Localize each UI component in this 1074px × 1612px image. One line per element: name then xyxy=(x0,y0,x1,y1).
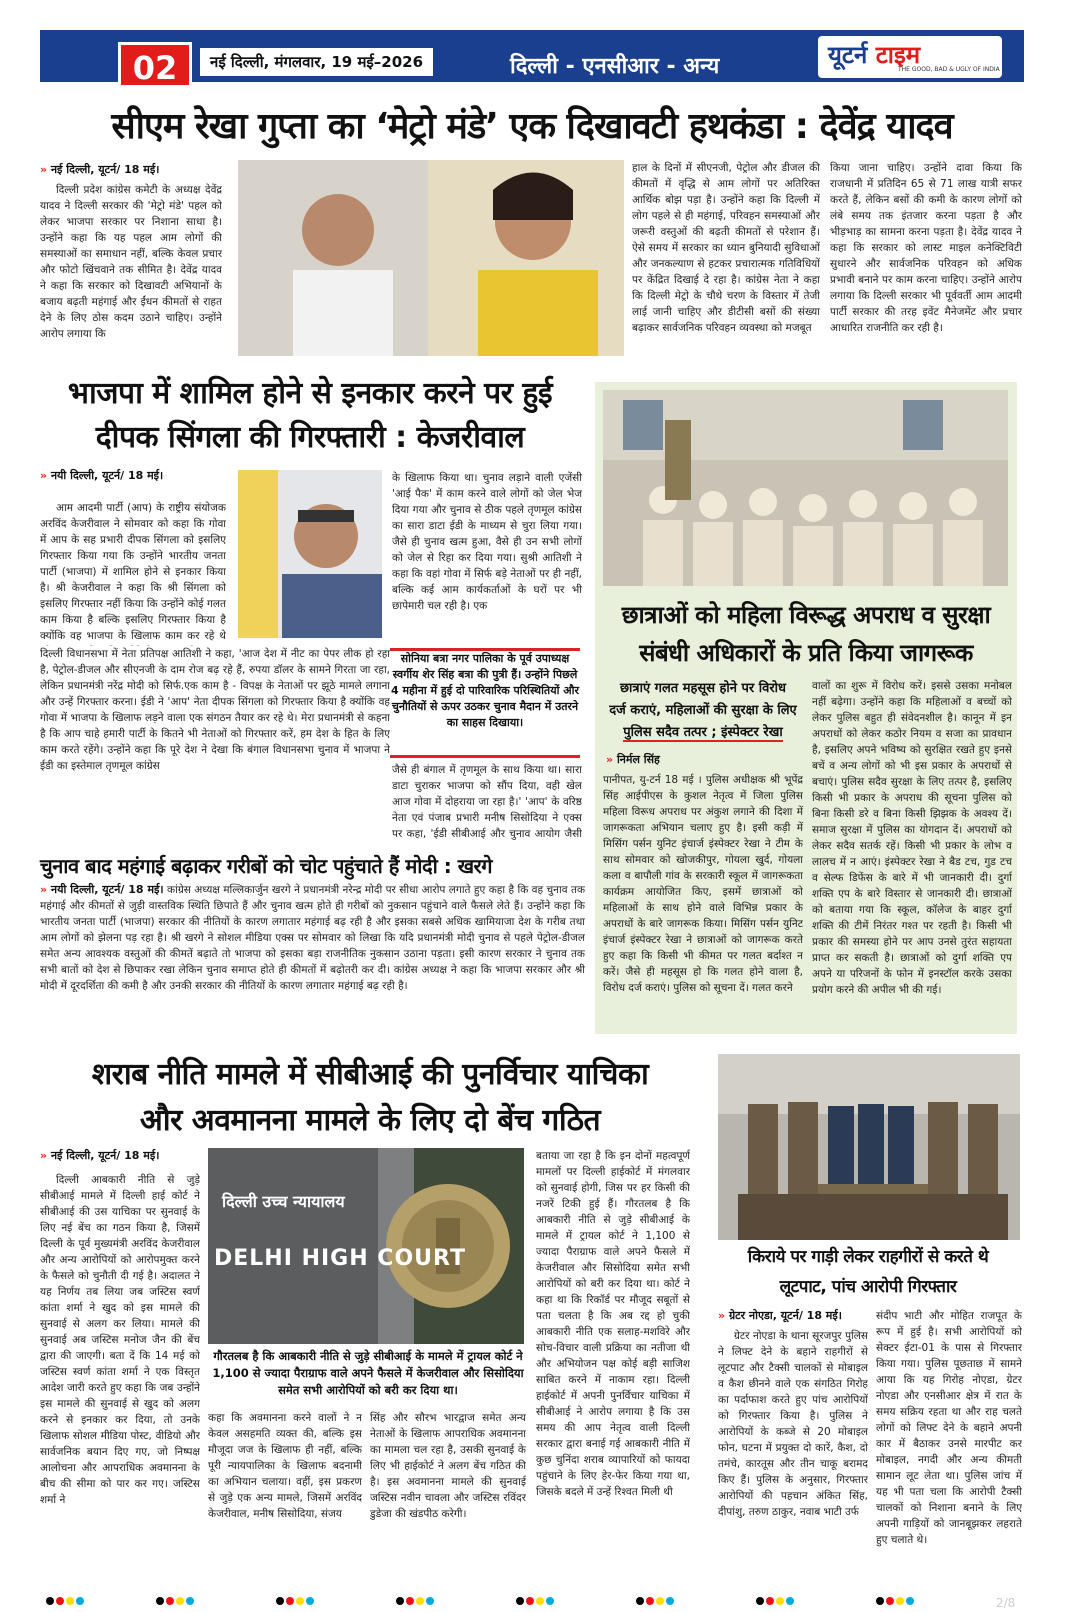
story1-photo xyxy=(238,160,624,356)
story6-photo xyxy=(718,1054,1020,1240)
story5-photo-caption: गौरतलब है कि आबकारी नीति से जुड़े सीबीआई के मामले में ट्रायल कोर्ट ने 1,100 से ज्यादा पैराग्राफ वाले अपने फैसले में केजरीवाल और सिसोदिया समेत सभी आरोपियों को बरी कर दिया था। xyxy=(208,1348,528,1404)
story4-sub-line2: दर्ज कराएं, महिलाओं की सुरक्षा के लिए xyxy=(609,703,797,718)
story5-headline-line1: शराब नीति मामले में सीबीआई की पुनर्विचार याचिका xyxy=(91,1057,649,1092)
story2-col1b: दिल्ली विधानसभा में नेता प्रतिपक्ष आतिशी ने कहा, 'आज देश में नीट का पेपर लीक हो रहा है, पेट्रोल-डीजल और सीएनजी के दाम रोज बढ़ रहे हैं, रुपया डॉलर के सामने गिरता जा रहा, लेकिन प्रधानमंत्री नरेंद्र मोदी को सिर्फ.एक काम है - विपक्ष के नेताओं पर झूठे मामले लगाना और उन्हें गिरफ्तार करना। ईडी ने 'आप' नेता दीपक सिंगला को गिरफ्तार किया है क्योंकि वह गोवा में भाजपा के खिलाफ लड़ने वाला एक संगठन तैयार कर रहे थे। मेरा प्रधानमंत्री से कहना है कि आप चाहे हमारी पार्टी के कितने भी नेताओं को गिरफ्तार करें, हम देश के हित के लिए काम करते रहेंगे। उन्होंने कहा कि पूरे देश ने देखा कि बंगाल विधानसभा चुनाव में भाजपा ने ईडी का इस्तेमाल तृणमूल कांग्रेस xyxy=(40,648,390,772)
story2-insert-box: सोनिया बत्रा नगर पालिका के पूर्व उपाध्यक्ष स्वर्गीय शेर सिंह बत्रा की पुत्री हैं। उन्होंने पिछले 4 महीना में हुई दो पारिवारिक परिस्थितियों और चुनौतियों से ऊपर उठकर चुनाव मैदान में उतरने का साहस दिखाया। xyxy=(390,648,580,758)
story6-dateline: » ग्रेटर नोएडा, यूटर्न/ 18 मई। xyxy=(718,1308,842,1323)
color-registration-marks xyxy=(40,1594,1024,1608)
story6-col2: संदीप भाटी और मोहित राजपूत के रूप में हुई है। सभी आरोपियों को सेक्टर ईटा-01 के पास से गिरफ्तार किया गया। पुलिस पूछताछ में सामने आया कि यह गिरोह नोएडा, ग्रेटर नोएडा और एनसीआर क्षेत्र में रात के समय सक्रिय रहता था और राह चलते लोगों को लिफ्ट देने के बहाने अपनी कार में बैठाकर उनसे मारपीट कर मोबाइल, नगदी और अन्य कीमती सामान लूट लेता था। पुलिस जांच में यह भी पता चला कि आरोपी टैक्सी चालकों को निशाना बनाने के लिए अपनी गाड़ियों को जानबूझकर लहराते हुए चलाते थे। xyxy=(876,1310,1022,1546)
story2-headline-line1: भाजपा में शामिल होने से इनकार करने पर हुई xyxy=(67,376,553,411)
story4-headline-line2: संबंधी अधिकारों के प्रति किया जागरूक xyxy=(639,639,973,667)
logo-tagline: THE GOOD, BAD & UGLY OF INDIA xyxy=(898,66,1000,73)
logo-part1: यूटर्न xyxy=(828,41,868,69)
story2-photo xyxy=(238,470,382,638)
story4-col2: वालों का शुरू में विरोध करें। इससे उसका मनोबल नहीं बढ़ेगा। उन्होंने कहा कि महिलाओं व बच्चों को लेकर पुलिस बहुत ही संवेदनशील है। कानून में इन अपराधों को लेकर कठोर नियम व सजा का प्रावधान है, इसलिए अपने भविष्य को सुरक्षित रखते हुए इनसे बचें व अन्य लोगों को भी इस प्रकार के अपराधों से बचाएं। पुलिस सदैव सुरक्षा के लिए तत्पर है, इसलिए किसी भी प्रकार के अपराध की सूचना पुलिस को बिना किसी डरे व बिना किसी झिझक के अवश्य दें। समाज सुरक्षा में पुलिस का योगदान दें। अपराधों को लेकर सदैव सतर्क रहें। किसी भी प्रकार के लोभ व लालच में न आएं। इंस्पेक्टर रेखा ने बैड टच, गुड टच व सेल्फ डिफेंस के बारे में भी जानकारी दी। दुर्गा शक्ति एप के बारे विस्तार से जानकारी दी। छात्राओं को बताया गया कि स्कूल, कॉलेज के बाहर दुर्गा शक्ति की टीमें निरंतर गश्त पर रहती है। किसी भी प्रकार की समस्या होने पर आप उनसे तुरंत सहायता प्राप्त कर सकती है। छात्राओं को दुर्गा शक्ति एप अपने या परिजनों के फोन में इनस्टॉल करके उसका प्रयोग करने की अपील भी की गई। xyxy=(812,680,1012,996)
story5-col2: कहा कि अवमानना करने वालों ने न केवल असहमति व्यक्त की, बल्कि इस मौजूदा जज के खिलाफ ही नहीं, बल्कि पूरी न्यायपालिका के खिलाफ बदनामी का अभियान चलाया। वहीं, इस प्रकरण से जुड़े एक अन्य मामले, जिसमें अरविंद केजरीवाल, मनीष सिसोदिया, संजय xyxy=(208,1412,362,1520)
page-number: 02 xyxy=(118,42,192,88)
story6-headline-line2: लूटपाट, पांच आरोपी गिरफ्तार xyxy=(779,1277,957,1297)
story3-body xyxy=(40,882,585,1024)
page-reference: 2/8 xyxy=(996,1596,1016,1610)
story4-headline xyxy=(600,596,1012,672)
story4-subheadline xyxy=(603,678,803,744)
story5-dateline: » नई दिल्ली, यूटर्न/ 18 मई। xyxy=(40,1148,159,1163)
story1-headline: सीएम रेखा गुप्ता का ‘मेट्रो मंडे’ एक दिखावटी हथकंडा : देवेंद्र यादव xyxy=(111,106,953,147)
story1-col2: हाल के दिनों में सीएनजी, पेट्रोल और डीजल की कीमतों में वृद्धि से आम लोगों पर अतिरिक्त आर्थिक बोझ पड़ा है। उन्होंने कहा कि दिल्ली में लोग पहले से ही महंगाई, परिवहन समस्याओं और जरूरी वस्तुओं की बढ़ती कीमतों से परेशान हैं। ऐसे समय में सरकार का ध्यान बुनियादी सुविधाओं और जनकल्याण से हटकर प्रचारात्मक गतिविधियों पर केंद्रित दिखाई दे रहा है। कांग्रेस नेता ने कहा कि दिल्ली मेट्रो के चौथे चरण के विस्तार में तेजी लाई जानी चाहिए और डीटीसी बसों की संख्या बढ़ाकर सार्वजनिक परिवहन व्यवस्था को मजबूत xyxy=(632,162,820,334)
story4-col1: पानीपत, यु-टर्न 18 मई । पुलिस अधीक्षक श्री भूपेंद्र सिंह आईपीएस के कुशल नेतृत्व में जिला पुलिस महिला विरूध अपराध पर अंकुश लगाने की दिशा में जागरूकता अभियान चलाए हुए है। इसी कड़ी में मिसिंग पर्सन युनिट इंचार्ज इंस्पेक्टर रेखा ने टीम के साथ सोमवार को खोजकीपुर, गोयला खुर्द, गोयला कला व बापौली गांव के सरकारी स्कूल में जागरूकता कार्यक्रम आयोजित किए, इसमें छात्राओं को महिलाओं के साथ होने वाले विभिन्न प्रकार के अपराधों के बारे जागरूक किया। मिसिंग पर्सन युनिट इंचार्ज इंस्पेक्टर रेखा ने छात्राओं को जागरूक करते हुए कहा कि किसी भी कीमत पर गलत बर्दाश्त न करें। जैसे ही महसूस हो कि गलत होने वाला है, विरोध दर्ज कराएं। पुलिस को सूचना दें। गलत करने xyxy=(603,774,803,994)
story2-headline-line2: दीपक सिंगला की गिरफ्तारी : केजरीवाल xyxy=(95,420,525,455)
story4-headline-line1: छात्राओं को महिला विरूद्ध अपराध व सुरक्षा xyxy=(621,601,991,629)
story5-col3: सिंह और सौरभ भारद्वाज समेत अन्य नेताओं के खिलाफ आपराधिक अवमानना का मामला चल रहा है, उसकी सुनवाई के लिए भी हाईकोर्ट ने अलग बेंच गठित की है। इस अवमानना मामले की सुनवाई जस्टिस नवीन चावला और जस्टिस रविंदर डुडेजा की खंडपीठ करेगी। xyxy=(370,1412,526,1520)
section-title: दिल्ली - एनसीआर - अन्य xyxy=(510,54,720,79)
story3-text: कांग्रेस अध्यक्ष मल्लिकार्जुन खरगे ने प्रधानमंत्री नरेन्द्र मोदी पर सीधा आरोप लगाते हुए कहा है कि वह चुनाव तक महंगाई और कीमतों से जुड़ी वास्तविक स्थिति छिपाते हैं और चुनाव खत्म होते ही गरीबों को नुकसान पहुंचाने वाले फैसले लेते हैं। उन्होंने कहा कि भारतीय जनता पार्टी (भाजपा) सरकार की नीतियों के कारण लगातार महंगाई बढ़ रही है और इसका सबसे अधिक खामियाजा देश के गरीब तथा आम लोगों को झेलना पड़ रहा है। श्री खरगे ने सोशल मीडिया एक्स पर सोमवार को लिखा कि यदि प्रधानमंत्री मोदी चुनाव से पहले पेट्रोल-डीजल समेत अन्य आवश्यक वस्तुओं की कीमतें बढ़ाते तो भाजपा को इसका बड़ा राजनीतिक नुकसान उठाना पड़ता। इसी कारण सरकार ने चुनाव तक सभी बातों को देश से छिपाकर रखा लेकिन चुनाव समाप्त होते ही कीमतों में बढ़ोतरी कर दी। कांग्रेस अध्यक्ष ने कहा कि भाजपा सरकार और श्री मोदी में दूरदर्शिता की कमी है और उनकी सरकार की नीतियों के कारण लगातार महंगाई बढ़ रही है। xyxy=(40,884,585,992)
story2-col2: के खिलाफ किया था। चुनाव लड़ाने वाली एजेंसी 'आई पैक' में काम करने वाले लोगों को जेल भेज दिया गया और चुनाव से ठीक पहले तृणमूल कांग्रेस का सारा डाटा ईडी के माध्यम से चुरा लिया गया। जैसे ही चुनाव खत्म हुआ, वैसे ही उन सभी लोगों को जेल से रिहा कर दिया गया। सुश्री आतिशी ने कहा कि वहां गोवा में सिर्फ बड़े नेताओं पर ही नहीं, बल्कि कई आम कार्यकर्ताओं के घरों पर भी छापेमारी चल रही है। एक xyxy=(392,472,582,612)
story6-col1: ग्रेटर नोएडा के थाना सूरजपुर पुलिस ने लिफ्ट देने के बहाने राहगीरों से लूटपाट और टैक्सी चालकों से मोबाइल व कैश छीनने वाले एक संगठित गिरोह का पर्दाफाश करते हुए पांच आरोपियों को गिरफ्तार किया है। पुलिस ने आरोपियों के कब्जे से 20 मोबाइल फोन, घटना में प्रयुक्त दो कारें, कैश, दो तमंचे, कारतूस और तीन चाकू बरामद किए हैं। पुलिस के अनुसार, गिरफ्तार आरोपियों की पहचान अंकित सिंह, दीपांशु, तरुण ठाकुर, नवाब भाटी उर्फ xyxy=(718,1330,868,1518)
story4-sub-line1: छात्राएं गलत महसूस होने पर विरोध xyxy=(619,681,787,696)
story2-dateline: » नयी दिल्ली, यूटर्न/ 18 मई। xyxy=(40,468,163,483)
story1-col3: किया जाना चाहिए। उन्होंने दावा किया कि राजधानी में प्रतिदिन 65 से 71 लाख यात्री सफर करते हैं, लेकिन बसों की कमी के कारण लोगों को लंबे समय तक इंतजार करना पड़ता है और भीड़भाड़ का सामना करना पड़ता है। देवेंद्र यादव ने कहा कि सरकार को लास्ट माइल कनेक्टिविटी सुधारने और सार्वजनिक परिवहन को अधिक प्रभावी बनाने पर काम करना चाहिए। उन्होंने आरोप लगाया कि दिल्ली सरकार भी पूर्ववर्ती आम आदमी पार्टी सरकार की तरह इवेंट मैनेजमेंट और प्रचार आधारित राजनीति कर रही है। xyxy=(830,162,1022,334)
story2-col2b: जैसे ही बंगाल में तृणमूल के साथ किया था। सारा डाटा चुराकर भाजपा को सौंप दिया, वही खेल आज गोवा में दोहराया जा रहा है।' 'आप' के वरिष्ठ नेता एवं पंजाब प्रभारी मनीष सिसोदिया ने एक्स पर कहा, 'ईडी सीबीआई और चुनाव आयोग जैसी xyxy=(392,764,582,840)
story6-headline xyxy=(712,1242,1024,1302)
story4-sub-line3: पुलिस सदैव तत्पर ; इंस्पेक्टर रेखा xyxy=(623,725,783,740)
newspaper-logo xyxy=(818,36,1002,78)
story6-headline-line1: किराये पर गाड़ी लेकर राहगीरों से करते थे xyxy=(747,1247,989,1267)
issue-date: नई दिल्ली, मंगलवार, 19 मई–2026 xyxy=(200,48,433,76)
story2-headline xyxy=(40,372,580,460)
story5-headline xyxy=(40,1052,700,1144)
story5-col4: बताया जा रहा है कि इन दोनों महत्वपूर्ण मामलों पर दिल्ली हाईकोर्ट में मंगलवार को सुनवाई होगी, जिस पर हर किसी की नजरें टिकी हुई हैं। गौरतलब है कि आबकारी नीति से जुड़े सीबीआई के मामले में ट्रायल कोर्ट ने 1,100 से ज्यादा पैराग्राफ वाले अपने फैसले में केजरीवाल और सिसोदिया समेत सभी आरोपियों को बरी कर दिया था। कोर्ट ने कहा था कि रिकॉर्ड पर मौजूद सबूतों से पता चलता है कि अब रद्द हो चुकी आबकारी नीति एक सलाह-मशविरे और सोच-विचार वाली प्रक्रिया का नतीजा थी और अभियोजन पक्ष कोई बड़ी साजिश साबित करने में नाकाम रहा। दिल्ली हाईकोर्ट में अपनी पुनर्विचार याचिका में सीबीआई ने आरोप लगाया है कि उस समय की आप नेतृत्व वाली दिल्ली सरकार द्वारा बनाई गई आबकारी नीति में कुछ चुनिंदा शराब व्यापारियों को फायदा पहुंचाने के लिए हेर-फेर किया गया था, जिसके बदले में उन्हें रिश्वत मिली थी xyxy=(536,1150,690,1498)
photo-sign-hindi: दिल्ली उच्च न्यायालय xyxy=(222,1192,345,1211)
story4-photo xyxy=(603,390,1008,586)
story4-byline: » निर्मल सिंह xyxy=(606,752,660,767)
story2-col1: आम आदमी पार्टी (आप) के राष्ट्रीय संयोजक अरविंद केजरीवाल ने सोमवार को कहा कि गोवा में आप के सह प्रभारी दीपक सिंगला को इसलिए गिरफ्तार किया गया कि उन्होंने भारतीय जनता पार्टी (भाजपा) में शामिल होने से इनकार किया है। श्री केजरीवाल ने कहा कि श्री सिंगला को इसलिए गिरफ्तार नहीं किया कि उन्होंने कोई गलत काम किया है बल्कि इसलिए गिरफ्तार किया है क्योंकि वह भाजपा के खिलाफ काम कर रहे थे xyxy=(40,502,226,642)
story3-dateline: » नयी दिल्ली, यूटर्न/ 18 मई। xyxy=(40,883,164,896)
story3-headline: चुनाव बाद महंगाई बढ़ाकर गरीबों को चोट पहुंचाते हैं मोदी : खरगे xyxy=(40,854,492,878)
story5-col1: दिल्ली आबकारी नीति से जुड़े सीबीआई मामले में दिल्ली हाई कोर्ट ने सीबीआई की उस याचिका पर सुनवाई के लिए नई बेंच का गठन किया है, जिसमें दिल्ली के पूर्व मुख्यमंत्री अरविंद केजरीवाल और अन्य आरोपियों को आरोपमुक्त करने के फैसले को चुनौती दी गई है। अदालत ने यह निर्णय तब लिया जब जस्टिस स्वर्ण कांता शर्मा ने खुद को इस मामले की सुनवाई से अलग कर लिया। मामले की सुनवाई अब जस्टिस मनोज जैन की बेंच द्वारा की जाएगी। बता दें कि 14 मई को जस्टिस स्वर्ण कांता शर्मा ने एक विस्तृत आदेश जारी करते हुए कहा कि जब उन्होंने इस मामले की सुनवाई से खुद को अलग करने से इनकार कर दिया, तो उनके खिलाफ सोशल मीडिया पोस्ट, वीडियो और सार्वजनिक बयान दिए गए, जो निष्पक्ष आलोचना और आपराधिक अवमानना के बीच की सीमा को पार कर गए। जस्टिस शर्मा ने xyxy=(40,1174,200,1506)
story5-headline-line2: और अवमानना मामले के लिए दो बेंच गठित xyxy=(139,1103,601,1138)
story1-col1: दिल्ली प्रदेश कांग्रेस कमेटी के अध्यक्ष देवेंद्र यादव ने दिल्ली सरकार की 'मेट्रो मंडे' पहल को लेकर भाजपा सरकार पर निशाना साधा है। उन्होंने कहा कि यह पहल आम लोगों की समस्याओं का समाधान नहीं, बल्कि केवल प्रचार और फोटो खिंचवाने तक सीमित है। देवेंद्र यादव ने कहा कि सरकार को दिखावटी अभियानों के बजाय बढ़ती महंगाई और ईंधन कीमतों से राहत देने के लिए ठोस कदम उठाने चाहिए। उन्होंने आरोप लगाया कि xyxy=(40,184,222,340)
photo-sign-english: DELHI HIGH COURT xyxy=(214,1246,466,1271)
story1-dateline: » नई दिल्ली, यूटर्न/ 18 मई। xyxy=(40,162,159,177)
logo-part2: टाइम xyxy=(875,41,921,69)
